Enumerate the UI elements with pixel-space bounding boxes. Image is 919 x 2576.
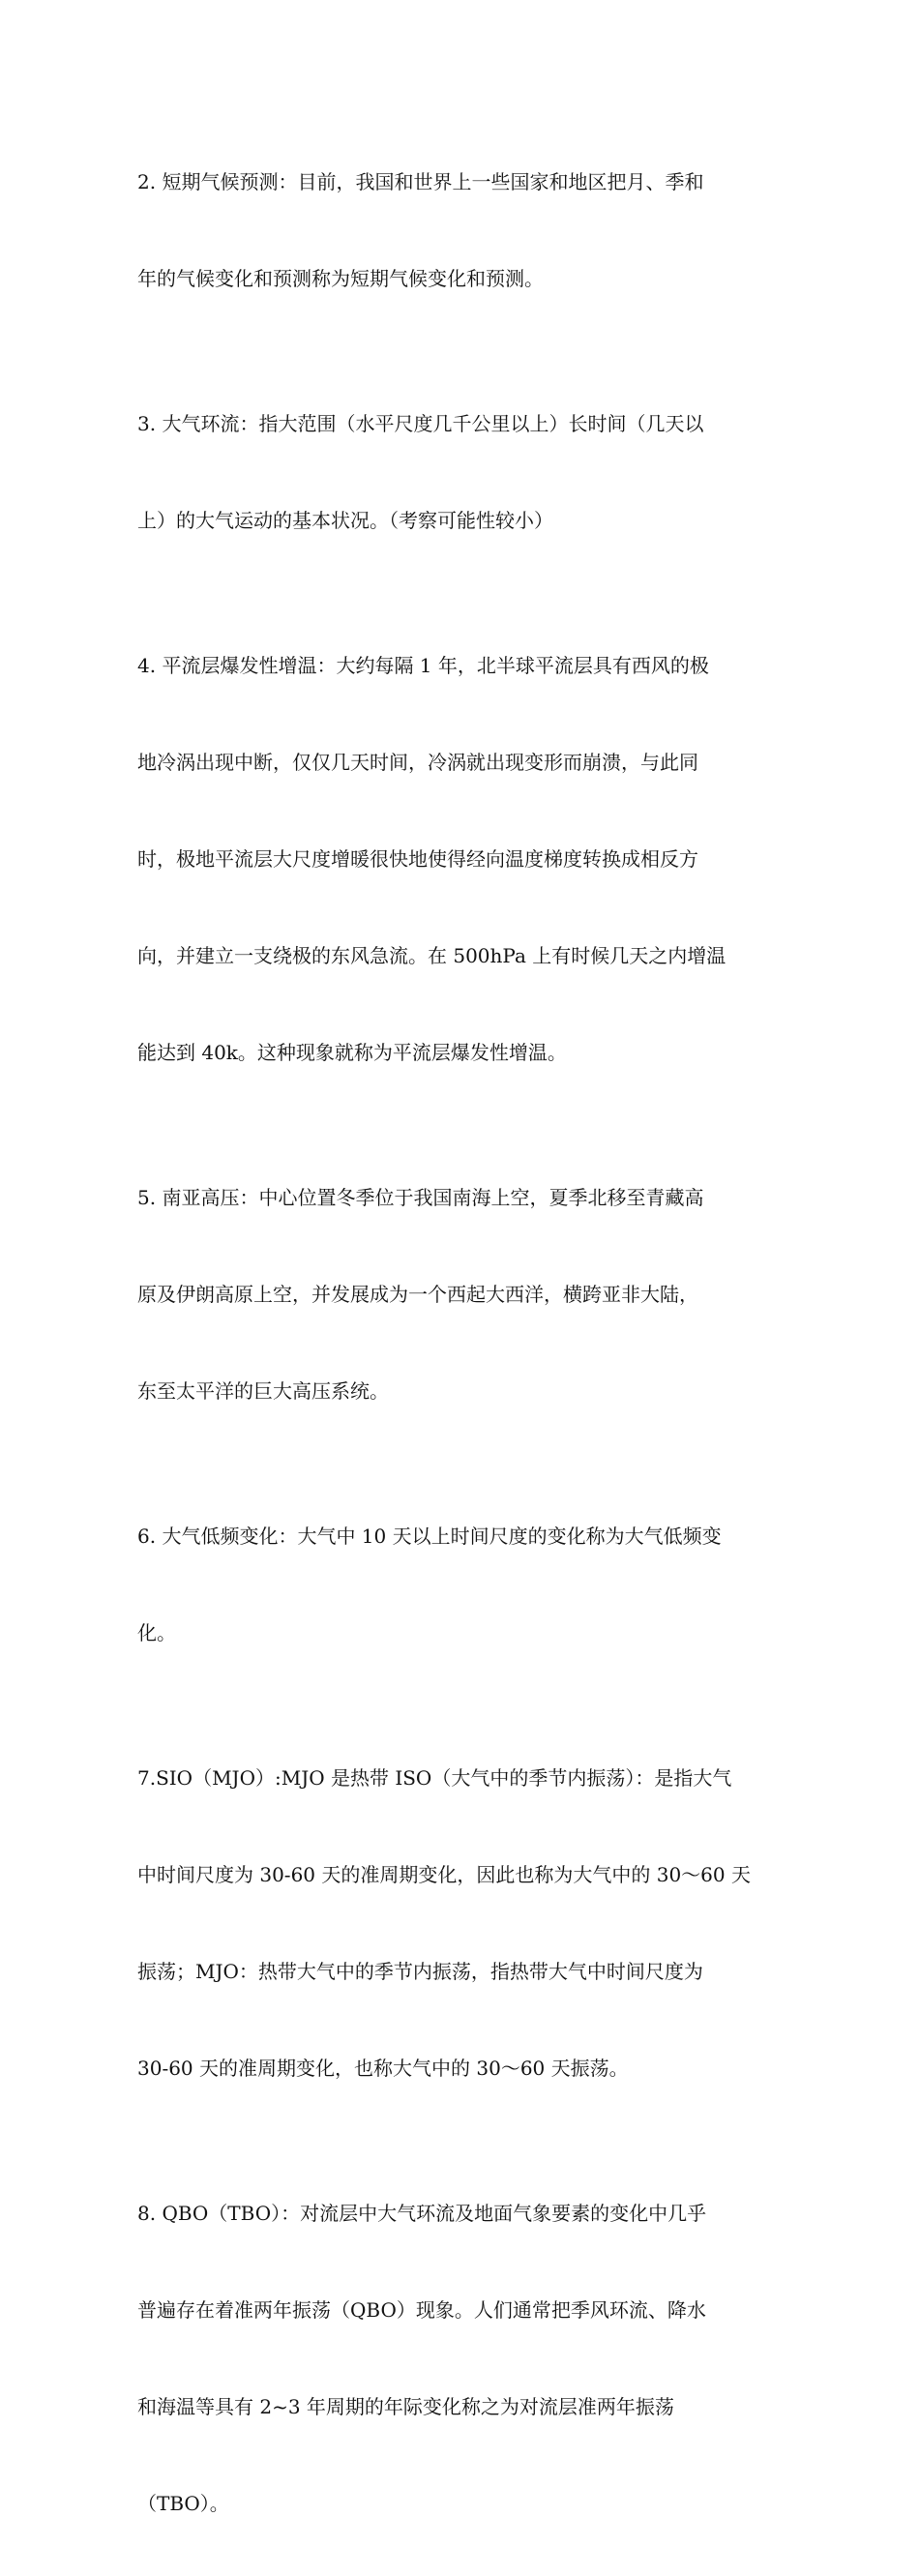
text-line: 地冷涡出现中断，仅仅几天时间，冷涡就出现变形而崩溃，与此同 xyxy=(137,751,698,774)
text-line: 7.SIO（MJO）:MJO 是热带 ISO（大气中的季节内振荡）：是指大气 xyxy=(137,1766,732,1790)
text-line: 8. QBO（TBO）：对流层中大气环流及地面气象要素的变化中几乎 xyxy=(137,2202,707,2225)
paragraph-mjo xyxy=(137,1705,787,2141)
text-line: 原及伊朗高原上空，并发展成为一个西起大西洋，横跨亚非大陆， xyxy=(137,1283,698,1306)
text-line: 普遍存在着准两年振荡（QBO）现象。人们通常把季风环流、降水 xyxy=(137,2298,706,2322)
text-line: 6. 大气低频变化：大气中 10 天以上时间尺度的变化称为大气低频变 xyxy=(137,1525,722,1548)
text-line: （TBO）。 xyxy=(137,2492,229,2515)
document-page xyxy=(137,109,787,2576)
paragraph-south-asian-high xyxy=(137,1125,787,1464)
text-line: 5. 南亚高压：中心位置冬季位于我国南海上空，夏季北移至青藏高 xyxy=(137,1186,704,1209)
text-line: 3. 大气环流：指大范围（水平尺度几千公里以上）长时间（几天以 xyxy=(137,412,704,435)
paragraph-qbo-tbo xyxy=(137,2141,787,2576)
text-line: 4. 平流层爆发性增温：大约每隔 1 年，北半球平流层具有西风的极 xyxy=(137,654,709,677)
text-line: 年的气候变化和预测称为短期气候变化和预测。 xyxy=(137,267,544,290)
text-line: 30-60 天的准周期变化，也称大气中的 30〜60 天振荡。 xyxy=(137,2057,629,2080)
text-line: 2. 短期气候预测：目前，我国和世界上一些国家和地区把月、季和 xyxy=(137,170,704,193)
text-line: 向，并建立一支绕极的东风急流。在 500hPa 上有时候几天之内增温 xyxy=(137,944,726,967)
text-line: 时，极地平流层大尺度增暖很快地使得经向温度梯度转换成相反方 xyxy=(137,847,698,871)
paragraph-short-term-climate-prediction xyxy=(137,109,787,351)
paragraph-low-frequency-variation xyxy=(137,1464,787,1705)
paragraph-sudden-stratospheric-warming xyxy=(137,593,787,1125)
paragraph-general-circulation xyxy=(137,351,787,593)
text-line: 上）的大气运动的基本状况。（考察可能性较小） xyxy=(137,509,553,532)
text-line: 东至太平洋的巨大高压系统。 xyxy=(137,1379,389,1403)
text-line: 化。 xyxy=(137,1621,176,1644)
text-line: 和海温等具有 2~3 年周期的年际变化称之为对流层准两年振荡 xyxy=(137,2395,674,2418)
text-line: 振荡；MJO：热带大气中的季节内振荡，指热带大气中时间尺度为 xyxy=(137,1960,703,1983)
text-line: 中时间尺度为 30-60 天的准周期变化，因此也称为大气中的 30〜60 天 xyxy=(137,1863,751,1886)
text-line: 能达到 40k。这种现象就称为平流层爆发性增温。 xyxy=(137,1041,567,1064)
